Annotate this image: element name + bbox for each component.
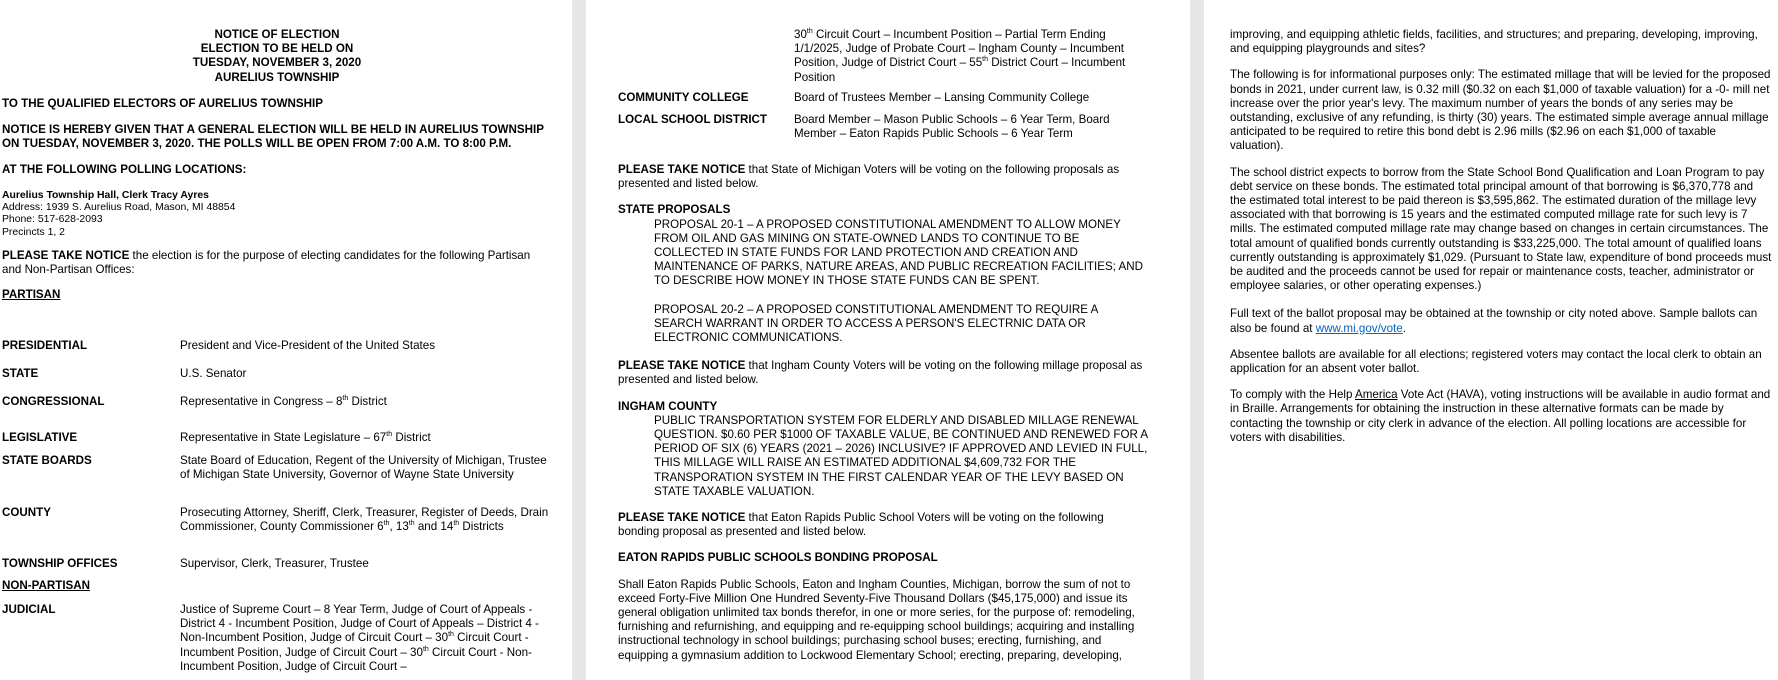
title-line: TUESDAY, NOVEMBER 3, 2020 <box>192 56 362 70</box>
electors-heading: TO THE QUALIFIED ELECTORS OF AURELIUS TOWNSHIP <box>2 96 323 110</box>
document-page-2 <box>586 0 1190 680</box>
office-label: LEGISLATIVE <box>2 431 78 444</box>
office-label: LOCAL SCHOOL DISTRICT <box>618 113 768 126</box>
office-value: President and Vice-President of the United States <box>180 339 436 352</box>
purpose-text: the election is for the purpose of electing candidates for the following Partisan and Non-Partisan Offices: <box>2 249 531 277</box>
location-address: Address: 1939 S. Aurelius Road, Mason, MI 48854 <box>2 202 236 214</box>
title-line: ELECTION TO BE HELD ON <box>200 42 354 56</box>
notice-title <box>2 28 552 85</box>
absentee-notice: Absentee ballots are available for all elections; registered voters may contact the local clerk to obtain an application for an absent voter ballot. <box>1230 347 1762 376</box>
state-proposals-heading: STATE PROPOSALS <box>618 203 731 217</box>
location-name: Aurelius Township Hall, Clerk Tracy Ayres <box>2 189 209 201</box>
nonpartisan-heading: NON-PARTISAN <box>2 579 91 592</box>
title-line: NOTICE OF ELECTION <box>214 28 340 41</box>
polling-heading: AT THE FOLLOWING POLLING LOCATIONS: <box>2 163 247 177</box>
office-township <box>2 557 550 571</box>
title-line: AURELIUS TOWNSHIP <box>214 70 340 84</box>
office-community-college <box>618 91 1158 105</box>
office-value: Board of Trustees Member – Lansing Community College <box>794 91 1090 104</box>
office-congressional <box>2 395 550 409</box>
proposal-20-2: PROPOSAL 20-2 – A PROPOSED CONSTITUTIONAL AMENDMENT TO REQUIRE A SEARCH WARRANT IN ORDER TO ACCESS A PERSON'S ELECTRNIC DATA OR ELECTRONIC COMMUNICATIONS. <box>654 302 1098 345</box>
office-state-boards <box>2 454 550 482</box>
eaton-notice: PLEASE TAKE NOTICE that Eaton Rapids Public School Voters will be voting on the following bonding proposal as presented and listed below. <box>618 511 1104 539</box>
office-presidential <box>2 339 550 353</box>
office-label: JUDICIAL <box>2 603 56 616</box>
state-notice: PLEASE TAKE NOTICE that State of Michigan Voters will be voting on the following proposals as presented and listed below. <box>618 163 1120 191</box>
office-value: Representative in Congress – 8th District <box>180 395 387 408</box>
office-label: COUNTY <box>2 506 51 519</box>
partisan-heading: PARTISAN <box>2 287 61 301</box>
office-value: Justice of Supreme Court – 8 Year Term, Judge of Court of Appeals - District 4 - Incumbent Position, Judge of Court of Appeals – District 4 - Non-Incumbent Position, Judge of Circuit Court – 30th Circuit Court - Incumbent Position, Judge of Circuit Court – 30th Circuit Court - Non-Incumbent Position, Judge of Circuit Court – <box>180 603 539 673</box>
office-label: CONGRESSIONAL <box>2 395 105 408</box>
purpose-paragraph <box>2 249 550 277</box>
location-phone: Phone: 517-628-2093 <box>2 214 103 226</box>
bond-purpose-continued: improving, and equipping athletic fields, facilities, and structures; and preparing, developing, improving, and equipping playgrounds and sites? <box>1230 28 1758 56</box>
office-value: U.S. Senator <box>180 367 247 380</box>
office-local-school <box>618 113 1158 141</box>
proposal-20-1: PROPOSAL 20-1 – A PROPOSED CONSTITUTIONAL AMENDMENT TO ALLOW MONEY FROM OIL AND GAS MINING ON STATE-OWNED LANDS TO CONTINUE TO BE COLLECTED IN STATE FUNDS FOR LAND PROTECTION AND CREATION AND MAINTENANCE OF PARKS, NATURE AREAS, AND PUBLIC RECREATION FACILITIES; AND TO DESCRIBE HOW MONEY IN THOSE STATE FUNDS CAN BE SPENT. <box>654 217 1143 288</box>
office-label: STATE <box>2 367 39 380</box>
full-text-notice: Full text of the ballot proposal may be obtained at the township or city noted above. Sample ballots can also be found at www.mi.gov/vote. <box>1230 307 1758 335</box>
judicial-continued <box>794 28 1144 85</box>
loan-program-info: The school district expects to borrow from the State School Bond Qualification and Loan Program to pay debt service on these bonds. The estimated total principal amount of that borrowing is $6,370,778 and the estimated total interest to be paid thereon is $3,595,862. The estimated duration of the millage levy associated with that borrowing is 15 years and the estimated computed millage rate for such levy is 7 mills. The estimated computed millage rate may change based on changes in certain circumstances. The total amount of qualified bonds currently outstanding is $33,225,000. The total amount of qualified loans currently outstanding is approximately $1,029. (Pursuant to State law, expenditure of bond proceeds must be audited and the proceeds cannot be used for repair or maintenance costs, teacher, administrator or employee salaries, or other operating expenses.) <box>1230 165 1772 293</box>
election-notice: NOTICE IS HEREBY GIVEN THAT A GENERAL ELECTION WILL BE HELD IN AURELIUS TOWNSHIP ON TUESDAY, NOVEMBER 3, 2020. THE POLLS WILL BE OPEN FROM 7:00 A.M. TO 8:00 P.M. <box>2 123 544 151</box>
office-label: COMMUNITY COLLEGE <box>618 91 749 104</box>
office-state <box>2 367 550 381</box>
eaton-proposal: Shall Eaton Rapids Public Schools, Eaton and Ingham Counties, Michigan, borrow the sum of not to exceed Forty-Five Million One Hundred Seventy-Five Thousand Dollars ($45,175,000) and issue its general obligation unlimited tax bonds therefor, in one or more series, for the purpose of: remodeling, furnishing and refurnishing, and equipping and re-equipping school buildings; acquiring and installing instructional technology in school buildings; purchasing school buses; erecting, furnishing, and equipping a gymnasium addition to Lockwood Elementary School; erecting, preparing, developing, <box>618 577 1135 662</box>
office-judicial <box>2 603 550 674</box>
vote-website-link[interactable]: www.mi.gov/vote <box>1315 321 1403 335</box>
location-precincts: Precincts 1, 2 <box>2 226 65 238</box>
judicial-continued-text: 30th Circuit Court – Incumbent Position – Partial Term Ending 1/1/2025, Judge of Probate Court – Ingham County – Incumbent Position, Judge of District Court – 55th District Court – Incumbent Position <box>794 28 1126 84</box>
office-value: Board Member – Mason Public Schools – 6 Year Term, Board Member – Eaton Rapids Public Schools – 6 Year Term <box>794 113 1110 141</box>
hava-notice: To comply with the Help America Vote Act (HAVA), voting instructions will be available in audio format and in Braille. Arrangements for obtaining the instruction in these alternative formats can be made by contacting the township or city clerk in advance of the election. All polling locations are accessible for voters with disabilities. <box>1230 388 1771 444</box>
notice-lead: PLEASE TAKE NOTICE <box>2 249 130 263</box>
ingham-heading: INGHAM COUNTY <box>618 399 718 413</box>
office-label: STATE BOARDS <box>2 454 92 467</box>
page-gap-1 <box>572 0 586 680</box>
document-page-3 <box>1204 0 1778 680</box>
document-page-1 <box>0 0 572 680</box>
office-label: TOWNSHIP OFFICES <box>2 557 118 570</box>
office-value: Prosecuting Attorney, Sheriff, Clerk, Treasurer, Register of Deeds, Drain Commissioner, County Commissioner 6th, 13th and 14th Districts <box>180 506 549 534</box>
page-gap-2 <box>1190 0 1204 680</box>
office-legislative <box>2 431 550 445</box>
office-value: Supervisor, Clerk, Treasurer, Trustee <box>180 557 369 570</box>
office-county <box>2 506 550 534</box>
office-value: State Board of Education, Regent of the University of Michigan, Trustee of Michigan State University, Governor of Wayne State University <box>180 454 547 482</box>
polling-location <box>2 190 550 240</box>
ingham-proposal: PUBLIC TRANSPORTATION SYSTEM FOR ELDERLY AND DISABLED MILLAGE RENEWAL QUESTION. $0.60 PER $1000 OF TAXABLE VALUE, BE CONTINUED AND RENEWED FOR A PERIOD OF SIX (6) YEARS (2021 – 2026) INCLUSIVE? IF APPROVED AND LEVIED IN FULL, THIS MILLAGE WILL RAISE AN ESTIMATED ADDITIONAL $4,609,732 FOR THE TRANSPORATION SYSTEM IN THE FIRST CALENDAR YEAR OF THE LEVY BASED ON STATE TAXABLE VALUATION. <box>654 413 1148 498</box>
eaton-heading: EATON RAPIDS PUBLIC SCHOOLS BONDING PROPOSAL <box>618 551 938 565</box>
ingham-notice: PLEASE TAKE NOTICE that Ingham County Voters will be voting on the following millage proposal as presented and listed below. <box>618 359 1143 387</box>
office-value: Representative in State Legislature – 67th District <box>180 431 431 444</box>
millage-info: The following is for informational purposes only: The estimated millage that will be levied for the proposed bonds in 2021, under current law, is 0.32 mill ($0.32 on each $1,000 of taxable valuation) for a -0- mill net increase over the prior year's levy. The maximum number of years the bonds of any series may be outstanding, exclusive of any refunding, is thirty (30) years. The estimated simple average annual millage anticipated to be required to retire this bond debt is 2.96 mills ($2.96 on each $1,000 of taxable valuation). <box>1230 68 1771 153</box>
office-label: PRESIDENTIAL <box>2 339 88 352</box>
